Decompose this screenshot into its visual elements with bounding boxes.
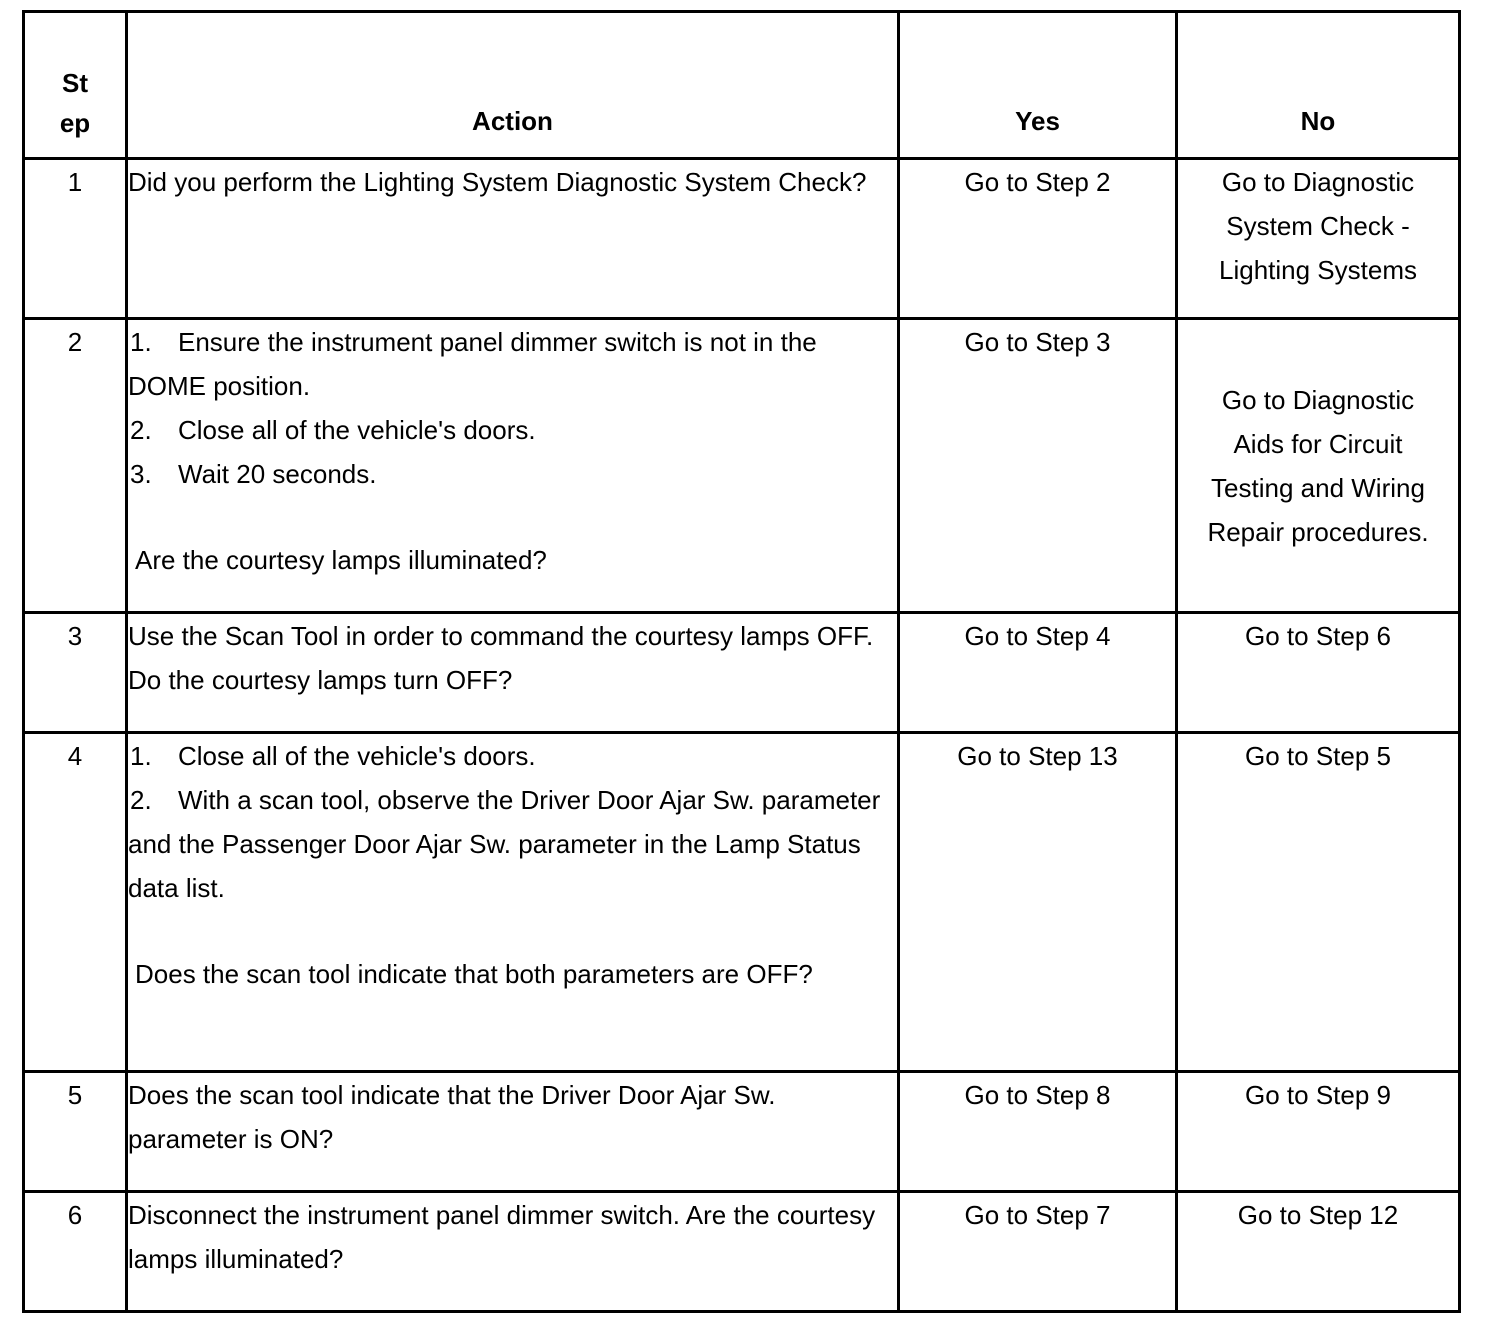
header-action: Action: [127, 12, 899, 159]
action-list-item: [128, 320, 897, 408]
action-list: [128, 734, 897, 910]
list-text: Close all of the vehicle's doors.: [178, 415, 536, 445]
action-question: Are the courtesy lamps illuminated?: [135, 545, 547, 575]
table-row: [24, 1192, 1460, 1312]
no-line: Testing and Wiring: [1211, 472, 1425, 503]
spacer: [128, 910, 897, 952]
step-number: 3: [24, 613, 127, 733]
spacer: [128, 496, 897, 538]
table-row: [24, 613, 1460, 733]
action-cell: [127, 733, 899, 1072]
yes-cell: Go to Step 13: [899, 733, 1177, 1072]
list-number: 1.: [130, 327, 152, 357]
action-text: Does the scan tool indicate that the Driver Door Ajar Sw. parameter is ON?: [128, 1080, 776, 1154]
action-list-item: [128, 778, 897, 910]
no-cell: [1177, 319, 1460, 613]
table-row: [24, 1072, 1460, 1192]
no-cell: Go to Step 5: [1177, 733, 1460, 1072]
list-text: Close all of the vehicle's doors.: [178, 741, 536, 771]
no-line: Repair procedures.: [1207, 516, 1429, 547]
action-text: Did you perform the Lighting System Diagnostic System Check?: [128, 167, 867, 197]
action-cell: [127, 159, 899, 319]
list-number: 1.: [130, 741, 152, 771]
list-text: With a scan tool, observe the Driver Door Ajar Sw. parameter and the Passenger Door Ajar Sw. parameter in the Lamp Status data list.: [128, 785, 881, 903]
header-step: [24, 12, 127, 159]
header-row: [24, 12, 1460, 159]
action-question: Does the scan tool indicate that both parameters are OFF?: [135, 959, 813, 989]
yes-cell: Go to Step 8: [899, 1072, 1177, 1192]
action-cell: [127, 319, 899, 613]
list-text: Ensure the instrument panel dimmer switch is not in the DOME position.: [128, 327, 817, 401]
no-line: Aids for Circuit: [1233, 428, 1403, 459]
no-cell: [1177, 159, 1460, 319]
header-yes: Yes: [899, 12, 1177, 159]
action-list-item: [128, 734, 897, 778]
no-line: Lighting Systems: [1219, 255, 1417, 285]
action-text: Disconnect the instrument panel dimmer switch. Are the courtesy lamps illuminated?: [128, 1200, 876, 1274]
action-cell: [127, 1072, 899, 1192]
yes-cell: Go to Step 2: [899, 159, 1177, 319]
no-cell: Go to Step 6: [1177, 613, 1460, 733]
action-list-item: [128, 452, 897, 496]
table-row: [24, 733, 1460, 1072]
no-cell: Go to Step 9: [1177, 1072, 1460, 1192]
header-no: No: [1177, 12, 1460, 159]
action-text: Use the Scan Tool in order to command the courtesy lamps OFF. Do the courtesy lamps turn OFF?: [128, 621, 874, 695]
step-number: 6: [24, 1192, 127, 1312]
yes-cell: Go to Step 4: [899, 613, 1177, 733]
action-cell: [127, 1192, 899, 1312]
list-number: 2.: [130, 785, 152, 815]
step-number: 5: [24, 1072, 127, 1192]
diagnostic-table: [22, 10, 1461, 1313]
header-step-line2: ep: [59, 108, 91, 138]
list-number: 3.: [130, 459, 152, 489]
table-row: [24, 319, 1460, 613]
no-line: Go to Diagnostic: [1221, 384, 1415, 415]
yes-cell: Go to Step 7: [899, 1192, 1177, 1312]
step-number: 4: [24, 733, 127, 1072]
yes-cell: Go to Step 3: [899, 319, 1177, 613]
action-list: [128, 320, 897, 496]
step-number: 1: [24, 159, 127, 319]
header-step-line1: St: [62, 68, 88, 98]
no-cell: Go to Step 12: [1177, 1192, 1460, 1312]
list-number: 2.: [130, 415, 152, 445]
step-number: 2: [24, 319, 127, 613]
action-cell: [127, 613, 899, 733]
no-line: Go to Diagnostic: [1221, 167, 1415, 197]
list-text: Wait 20 seconds.: [178, 459, 377, 489]
action-list-item: [128, 408, 897, 452]
no-line: System Check -: [1226, 211, 1410, 241]
table-row: [24, 159, 1460, 319]
